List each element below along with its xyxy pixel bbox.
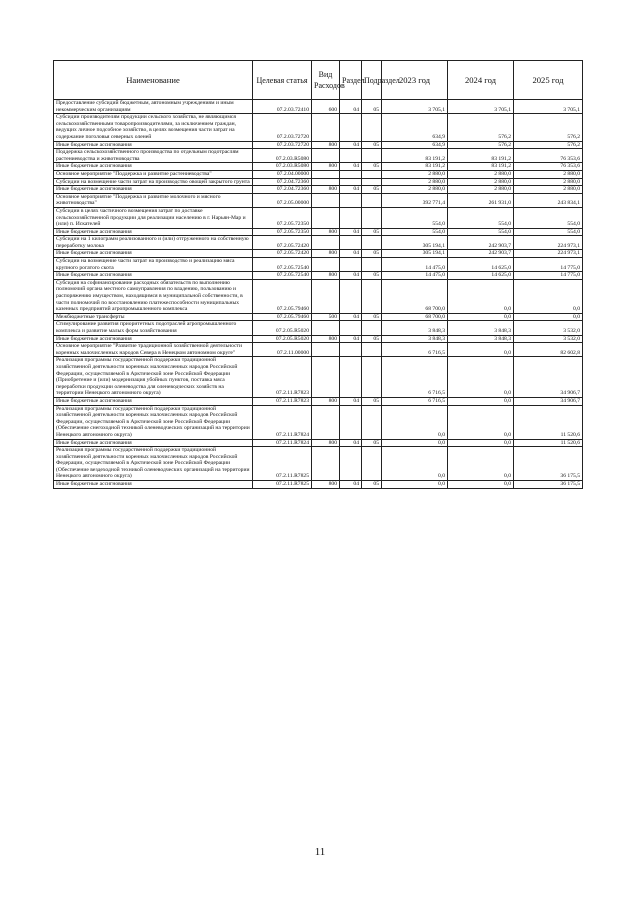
- row-value-2024: 576,2: [448, 114, 514, 141]
- row-value-2023: 68 700,0: [382, 279, 448, 313]
- row-section: [340, 178, 362, 186]
- table-header: [54, 61, 583, 100]
- row-value-2023: 3 848,3: [382, 321, 448, 335]
- row-subsection: [362, 178, 382, 186]
- row-section: 04: [340, 186, 362, 194]
- row-section: 04: [340, 250, 362, 258]
- row-value-2024: 0,0: [448, 397, 514, 405]
- row-name: Межбюджетные трансферты: [54, 313, 253, 321]
- row-name: Субсидии на возмещение части затрат на производство овощей закрытого грунта: [54, 178, 253, 186]
- row-value-2024: 0,0: [448, 439, 514, 447]
- header-name: Наименование: [54, 61, 253, 100]
- row-expense-type: 800: [312, 335, 340, 343]
- row-subsection: [362, 193, 382, 207]
- row-value-2025: 34 906,7: [514, 357, 583, 398]
- row-value-2025: 36 175,5: [514, 481, 583, 489]
- row-subsection: 05: [362, 250, 382, 258]
- row-value-2025: 2 880,0: [514, 178, 583, 186]
- row-section: [340, 114, 362, 141]
- row-section: [340, 149, 362, 163]
- row-expense-type: 800: [312, 481, 340, 489]
- row-section: 04: [340, 100, 362, 114]
- row-name: Иные бюджетные ассигнования: [54, 397, 253, 405]
- row-subsection: 05: [362, 141, 382, 149]
- row-value-2025: 554,0: [514, 228, 583, 236]
- table-row: [54, 236, 583, 250]
- row-value-2024: 554,0: [448, 228, 514, 236]
- row-expense-type: 800: [312, 250, 340, 258]
- row-section: [340, 321, 362, 335]
- row-value-2024: 3 848,3: [448, 335, 514, 343]
- row-name: Субсидии на возмещение части затрат на производство и реализацию мяса крупного рогатого скота: [54, 258, 253, 272]
- table-row: [54, 397, 583, 405]
- row-target-article: 07.2.11.R7825: [253, 447, 312, 481]
- row-value-2023: 305 194,1: [382, 236, 448, 250]
- row-expense-type: 800: [312, 141, 340, 149]
- row-value-2023: 3 705,1: [382, 100, 448, 114]
- row-target-article: 07.2.05.72350: [253, 207, 312, 228]
- row-target-article: 07.2.05.79460: [253, 279, 312, 313]
- row-value-2025: 3 705,1: [514, 100, 583, 114]
- row-name: Реализация программы государственной поддержки традиционной хозяйственной деятельности коренных малочисленных народов Российской Федерации, осуществляемой в Арктической зоне Российской Федерации (Обеспечение снегоходной техникой оленеводческих организаций на территории Ненецкого автономного округа): [54, 405, 253, 439]
- row-value-2023: 0,0: [382, 447, 448, 481]
- row-name: Основное мероприятие "Поддержка и развитие молочного и мясного животноводства": [54, 193, 253, 207]
- row-name: Иные бюджетные ассигнования: [54, 335, 253, 343]
- row-target-article: 07.2.11.R7824: [253, 405, 312, 439]
- row-expense-type: 800: [312, 439, 340, 447]
- row-name: Иные бюджетные ассигнования: [54, 272, 253, 280]
- row-name: Иные бюджетные ассигнования: [54, 163, 253, 171]
- row-target-article: 07.2.05.72420: [253, 236, 312, 250]
- header-2023: 2023 год: [382, 61, 448, 100]
- row-section: [340, 357, 362, 398]
- row-value-2025: 3 532,0: [514, 321, 583, 335]
- row-value-2023: 0,0: [382, 439, 448, 447]
- row-value-2025: 576,2: [514, 141, 583, 149]
- row-section: 04: [340, 163, 362, 171]
- header-row: [54, 61, 583, 100]
- page-number: 11: [314, 846, 326, 858]
- row-name: Реализация программы государственной поддержки традиционной хозяйственной деятельности коренных малочисленных народов Российской Федерации, осуществляемой в Арктической зоне Российской Федерации (Приобретение и (или) модернизация убойных пунктов, поставка мяса переработки продукции оленеводства для оленеводческих хозяйств на территории Ненецкого автономного округа): [54, 357, 253, 398]
- row-value-2024: 242 903,7: [448, 250, 514, 258]
- row-expense-type: [312, 447, 340, 481]
- table-row: [54, 186, 583, 194]
- header-2024: 2024 год: [448, 61, 514, 100]
- table-row: [54, 193, 583, 207]
- row-value-2025: 0,0: [514, 279, 583, 313]
- row-value-2025: 243 834,1: [514, 193, 583, 207]
- table-row: [54, 313, 583, 321]
- row-expense-type: 600: [312, 100, 340, 114]
- row-value-2023: 554,0: [382, 207, 448, 228]
- row-value-2025: 2 880,0: [514, 170, 583, 178]
- row-name: Иные бюджетные ассигнования: [54, 141, 253, 149]
- row-value-2025: 14 775,0: [514, 258, 583, 272]
- row-value-2025: 554,0: [514, 207, 583, 228]
- row-name: Иные бюджетные ассигнования: [54, 228, 253, 236]
- row-section: [340, 258, 362, 272]
- header-2025: 2025 год: [514, 61, 583, 100]
- table-row: [54, 149, 583, 163]
- table-row: [54, 357, 583, 398]
- row-subsection: 05: [362, 228, 382, 236]
- row-subsection: [362, 357, 382, 398]
- row-value-2024: 14 625,0: [448, 272, 514, 280]
- row-subsection: 05: [362, 313, 382, 321]
- budget-table: [53, 60, 583, 489]
- table-body: [54, 100, 583, 489]
- row-target-article: 07.2.05.R5020: [253, 321, 312, 335]
- row-value-2024: 3 848,3: [448, 321, 514, 335]
- table-row: [54, 163, 583, 171]
- row-target-article: 07.2.05.72350: [253, 228, 312, 236]
- row-value-2025: 576,2: [514, 114, 583, 141]
- row-target-article: 07.2.05.79460: [253, 313, 312, 321]
- table-row: [54, 439, 583, 447]
- row-value-2023: 6 716,5: [382, 397, 448, 405]
- row-value-2024: 242 903,7: [448, 236, 514, 250]
- row-subsection: [362, 170, 382, 178]
- row-section: [340, 207, 362, 228]
- table-row: [54, 114, 583, 141]
- row-value-2024: 0,0: [448, 405, 514, 439]
- table-row: [54, 250, 583, 258]
- row-subsection: 05: [362, 439, 382, 447]
- row-value-2023: 68 700,0: [382, 313, 448, 321]
- row-value-2023: 634,9: [382, 114, 448, 141]
- table-row: [54, 405, 583, 439]
- row-subsection: [362, 258, 382, 272]
- row-target-article: 07.2.11.R7823: [253, 357, 312, 398]
- row-subsection: 05: [362, 272, 382, 280]
- row-target-article: 07.2.03.72720: [253, 141, 312, 149]
- table-row: [54, 141, 583, 149]
- row-subsection: [362, 321, 382, 335]
- row-section: [340, 405, 362, 439]
- row-target-article: 07.2.03.72410: [253, 100, 312, 114]
- row-value-2023: 14 475,0: [382, 258, 448, 272]
- row-section: [340, 170, 362, 178]
- row-value-2025: 76 353,6: [514, 149, 583, 163]
- row-expense-type: [312, 343, 340, 357]
- row-expense-type: [312, 405, 340, 439]
- row-value-2024: 14 625,0: [448, 258, 514, 272]
- table-row: [54, 335, 583, 343]
- row-value-2024: 0,0: [448, 313, 514, 321]
- row-name: Иные бюджетные ассигнования: [54, 250, 253, 258]
- row-expense-type: 500: [312, 313, 340, 321]
- row-expense-type: 800: [312, 272, 340, 280]
- row-target-article: 07.2.05.72540: [253, 272, 312, 280]
- row-target-article: 07.2.11.R7824: [253, 439, 312, 447]
- row-section: [340, 236, 362, 250]
- row-expense-type: [312, 149, 340, 163]
- row-section: 04: [340, 397, 362, 405]
- row-target-article: 07.2.05.00000: [253, 193, 312, 207]
- row-value-2024: 0,0: [448, 279, 514, 313]
- table-row: [54, 279, 583, 313]
- row-value-2023: 0,0: [382, 405, 448, 439]
- row-target-article: 07.2.04.00000: [253, 170, 312, 178]
- row-section: 04: [340, 335, 362, 343]
- row-value-2024: 0,0: [448, 481, 514, 489]
- row-value-2025: 11 520,6: [514, 439, 583, 447]
- row-value-2025: 76 353,6: [514, 163, 583, 171]
- row-name: Иные бюджетные ассигнования: [54, 439, 253, 447]
- row-expense-type: 800: [312, 228, 340, 236]
- row-expense-type: [312, 207, 340, 228]
- row-target-article: 07.2.03.R5080: [253, 149, 312, 163]
- row-value-2025: 14 775,0: [514, 272, 583, 280]
- table-row: [54, 228, 583, 236]
- row-value-2025: 82 602,8: [514, 343, 583, 357]
- row-value-2023: 305 194,1: [382, 250, 448, 258]
- row-target-article: 07.2.03.R5080: [253, 163, 312, 171]
- row-expense-type: [312, 114, 340, 141]
- row-value-2023: 554,0: [382, 228, 448, 236]
- row-subsection: 05: [362, 100, 382, 114]
- row-value-2024: 83 191,2: [448, 149, 514, 163]
- row-target-article: 07.2.05.R5020: [253, 335, 312, 343]
- row-subsection: 05: [362, 397, 382, 405]
- header-target-article: Целевая статья: [253, 61, 312, 100]
- row-name: Субсидия на софинансирование расходных обязательств по выполнению полномочий органа местного самоуправления по владению, пользованию и распоряжению имуществом, находящимся в муниципальной собственности, в части полномочий по восстановлению платежеспособности муниципальных казенных предприятий агропромышленного комплекса: [54, 279, 253, 313]
- row-value-2025: 11 520,6: [514, 405, 583, 439]
- row-expense-type: 800: [312, 397, 340, 405]
- row-section: 04: [340, 141, 362, 149]
- row-value-2024: 554,0: [448, 207, 514, 228]
- row-section: 04: [340, 439, 362, 447]
- row-expense-type: [312, 279, 340, 313]
- row-expense-type: 800: [312, 186, 340, 194]
- row-value-2024: 83 191,2: [448, 163, 514, 171]
- row-value-2025: 224 973,1: [514, 236, 583, 250]
- row-subsection: 05: [362, 335, 382, 343]
- row-name: Реализация программы государственной поддержки традиционной хозяйственной деятельности коренных малочисленных народов Российской Федерации, осуществляемой в Арктической зоне Российской Федерации (Обеспечение вездеходной техникой оленеводческих организаций на территории Ненецкого автономного округа): [54, 447, 253, 481]
- row-target-article: 07.2.11.R7825: [253, 481, 312, 489]
- row-name: Субсидии в целях частичного возмещения затрат по доставке сельскохозяйственной продукции для реализации населению в г. Нарьян-Мар и (или) п. Искателей: [54, 207, 253, 228]
- row-value-2023: 2 880,0: [382, 170, 448, 178]
- row-name: Субсидии производителям продукции сельского хозяйства, не являющимся сельскохозяйственными товаропроизводителями, за исключением граждан, ведущих личное подсобное хозяйство, в целях возмещения части затрат на содержание поголовья северных оленей: [54, 114, 253, 141]
- row-value-2023: 83 191,2: [382, 149, 448, 163]
- row-section: [340, 343, 362, 357]
- header-expense-type: Вид Расходов: [312, 61, 340, 100]
- row-name: Иные бюджетные ассигнования: [54, 186, 253, 194]
- row-value-2024: 576,2: [448, 141, 514, 149]
- row-subsection: 05: [362, 186, 382, 194]
- row-target-article: 07.2.04.72360: [253, 178, 312, 186]
- row-value-2024: 3 705,1: [448, 100, 514, 114]
- row-value-2024: 2 880,0: [448, 170, 514, 178]
- row-expense-type: [312, 193, 340, 207]
- row-value-2023: 2 880,0: [382, 186, 448, 194]
- row-value-2025: 3 532,0: [514, 335, 583, 343]
- row-section: 04: [340, 481, 362, 489]
- row-subsection: [362, 343, 382, 357]
- row-value-2025: 36 175,5: [514, 447, 583, 481]
- row-value-2023: 0,0: [382, 481, 448, 489]
- row-name: Основное мероприятие "Развитие традиционной хозяйственной деятельности коренных малочисленных народов Севера в Ненецком автономном округе": [54, 343, 253, 357]
- row-name: Стимулирование развития приоритетных подотраслей агропромышленного комплекса и развитие малых форм хозяйствования: [54, 321, 253, 335]
- row-value-2023: 392 771,4: [382, 193, 448, 207]
- row-value-2024: 261 931,0: [448, 193, 514, 207]
- row-value-2023: 2 880,0: [382, 178, 448, 186]
- table-row: [54, 321, 583, 335]
- header-subsection: Подраздел: [362, 61, 382, 100]
- row-value-2025: 2 880,0: [514, 186, 583, 194]
- row-value-2023: 3 848,3: [382, 335, 448, 343]
- table-row: [54, 343, 583, 357]
- row-value-2024: 0,0: [448, 447, 514, 481]
- row-subsection: [362, 279, 382, 313]
- row-section: 04: [340, 228, 362, 236]
- row-value-2023: 6 716,5: [382, 343, 448, 357]
- table-row: [54, 481, 583, 489]
- row-subsection: [362, 114, 382, 141]
- row-target-article: 07.2.03.72720: [253, 114, 312, 141]
- row-subsection: [362, 207, 382, 228]
- row-target-article: 07.2.11.00000: [253, 343, 312, 357]
- row-expense-type: [312, 170, 340, 178]
- row-subsection: 05: [362, 163, 382, 171]
- row-subsection: [362, 236, 382, 250]
- table-row: [54, 258, 583, 272]
- row-target-article: 07.2.11.R7823: [253, 397, 312, 405]
- row-expense-type: [312, 258, 340, 272]
- row-target-article: 07.2.05.72540: [253, 258, 312, 272]
- row-expense-type: [312, 357, 340, 398]
- table-row: [54, 100, 583, 114]
- row-name: Субсидии на 1 килограмм реализованного и (или) отгруженного на собственную переработку молока: [54, 236, 253, 250]
- row-section: [340, 447, 362, 481]
- row-value-2023: 634,9: [382, 141, 448, 149]
- row-value-2024: 2 880,0: [448, 186, 514, 194]
- row-subsection: [362, 149, 382, 163]
- row-expense-type: [312, 236, 340, 250]
- row-value-2024: 2 880,0: [448, 178, 514, 186]
- row-subsection: [362, 405, 382, 439]
- row-value-2023: 83 191,2: [382, 163, 448, 171]
- row-value-2024: 0,0: [448, 343, 514, 357]
- header-section: Раздел: [340, 61, 362, 100]
- row-section: [340, 193, 362, 207]
- row-section: 04: [340, 272, 362, 280]
- row-value-2024: 0,0: [448, 357, 514, 398]
- row-value-2023: 6 716,5: [382, 357, 448, 398]
- row-value-2025: 0,0: [514, 313, 583, 321]
- table-row: [54, 170, 583, 178]
- row-section: [340, 279, 362, 313]
- row-subsection: 05: [362, 481, 382, 489]
- row-name: Основное мероприятие "Поддержка и развитие растениеводства": [54, 170, 253, 178]
- row-section: 04: [340, 313, 362, 321]
- row-name: Поддержка сельскохозяйственного производства по отдельным подотраслям растениеводства и животноводства: [54, 149, 253, 163]
- table-row: [54, 447, 583, 481]
- row-name: Предоставление субсидий бюджетным, автономным учреждениям и иным некоммерческим организациям: [54, 100, 253, 114]
- row-value-2023: 14 475,0: [382, 272, 448, 280]
- row-value-2025: 34 906,7: [514, 397, 583, 405]
- table-row: [54, 178, 583, 186]
- row-expense-type: [312, 178, 340, 186]
- row-value-2025: 224 973,1: [514, 250, 583, 258]
- row-target-article: 07.2.05.72420: [253, 250, 312, 258]
- row-expense-type: [312, 321, 340, 335]
- row-target-article: 07.2.04.72360: [253, 186, 312, 194]
- table-row: [54, 272, 583, 280]
- row-name: Иные бюджетные ассигнования: [54, 481, 253, 489]
- table-row: [54, 207, 583, 228]
- row-expense-type: 800: [312, 163, 340, 171]
- row-subsection: [362, 447, 382, 481]
